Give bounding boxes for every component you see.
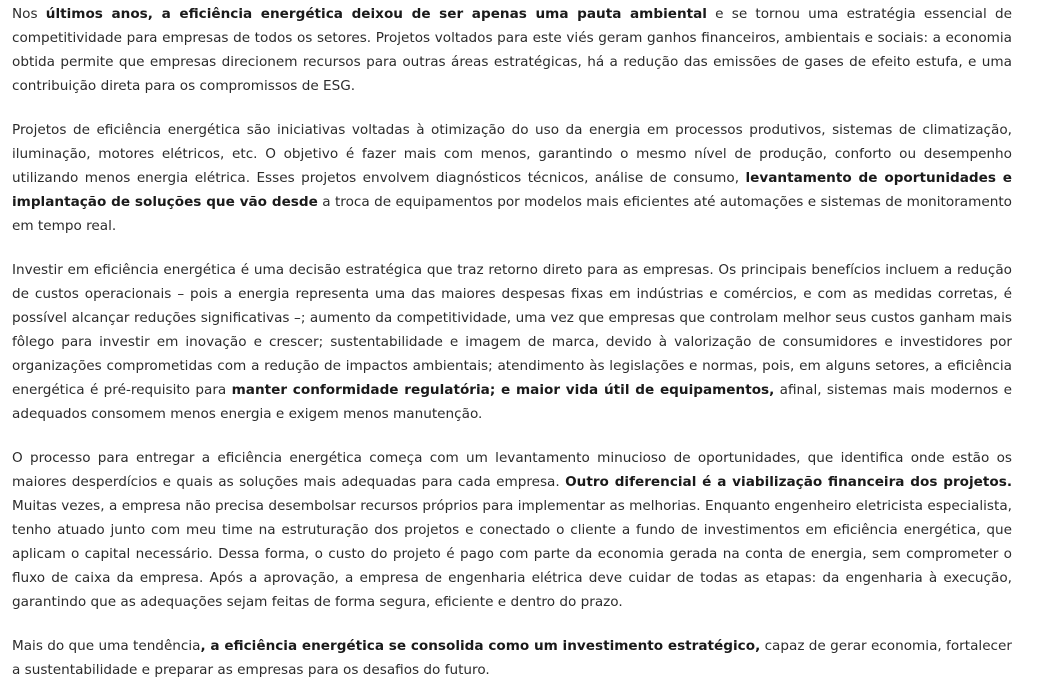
text-segment: O processo para entregar a eficiência energética começa com um levantamento minucioso de oportunidades, que identifica onde estão os maiores desperdícios e quais as soluções mais adequadas para cada empresa.	[12, 450, 1012, 490]
text-segment: Nos	[12, 6, 46, 22]
bold-text-segment: , a eficiência energética se consolida como um investimento estratégico,	[200, 638, 761, 654]
paragraph-conclusion	[12, 634, 1012, 682]
text-segment: a troca de equipamentos por modelos mais eficientes até automações e sistemas de monitoramento em tempo real.	[12, 194, 1012, 234]
paragraph-process	[12, 446, 1012, 614]
paragraph-definition	[12, 118, 1012, 238]
text-segment: Muitas vezes, a empresa não precisa desembolsar recursos próprios para implementar as melhorias. Enquanto engenheiro eletricista especialista, tenho atuado junto com meu time na estruturação dos projetos e conectado o cliente a fundo de investimentos em eficiência energética, que aplicam o capital necessário. Dessa forma, o custo do projeto é pago com parte da economia gerada na conta de energia, sem comprometer o fluxo de caixa da empresa. Após a aprovação, a empresa de engenharia elétrica deve cuidar de todas as etapas: da engenharia à execução, garantindo que as adequações sejam feitas de forma segura, eficiente e dentro do prazo.	[12, 498, 1012, 610]
bold-text-segment: levantamento de oportunidades e implantação de soluções que vão desde	[12, 170, 1013, 210]
text-segment: Projetos de eficiência energética são iniciativas voltadas à otimização do uso da energia em processos produtivos, sistemas de climatização, iluminação, motores elétricos, etc. O objetivo é fazer mais com menos, garantindo o mesmo nível de produção, conforto ou desempenho utilizando menos energia elétrica. Esses projetos envolvem diagnósticos técnicos, análise de consumo,	[12, 122, 1012, 186]
text-segment: Mais do que uma tendência	[12, 638, 201, 654]
text-segment: afinal, sistemas mais modernos e adequados consomem menos energia e exigem menos manutenção.	[12, 382, 1012, 422]
bold-text-segment: Outro diferencial é a viabilização financeira dos projetos.	[565, 474, 1012, 490]
article-body	[12, 2, 1012, 682]
bold-text-segment: últimos anos, a eficiência energética deixou de ser apenas uma pauta ambiental	[45, 6, 707, 22]
paragraph-benefits	[12, 258, 1012, 426]
text-segment: Investir em eficiência energética é uma decisão estratégica que traz retorno direto para as empresas. Os principais benefícios incluem a redução de custos operacionais – pois a energia representa uma das maiores despesas fixas em indústrias e comércios, e com as medidas corretas, é possível alcançar reduções significativas –; aumento da competitividade, uma vez que empresas que controlam melhor seus custos ganham mais fôlego para investir em inovação e crescer; sustentabilidade e imagem de marca, devido à valorização de consumidores e investidores por organizações comprometidas com a redução de impactos ambientais; atendimento às legislações e normas, pois, em alguns setores, a eficiência energética é pré-requisito para	[12, 262, 1012, 398]
text-segment: capaz de gerar economia, fortalecer a sustentabilidade e preparar as empresas para os desafios do futuro.	[12, 638, 1012, 678]
paragraph-intro	[12, 2, 1012, 98]
bold-text-segment: manter conformidade regulatória; e maior vida útil de equipamentos,	[231, 382, 775, 398]
text-segment: e se tornou uma estratégia essencial de competitividade para empresas de todos os setores. Projetos voltados para este viés geram ganhos financeiros, ambientais e sociais: a economia obtida permite que empresas direcionem recursos para outras áreas estratégicas, há a redução das emissões de gases de efeito estufa, e uma contribuição direta para os compromissos de ESG.	[12, 6, 1012, 94]
